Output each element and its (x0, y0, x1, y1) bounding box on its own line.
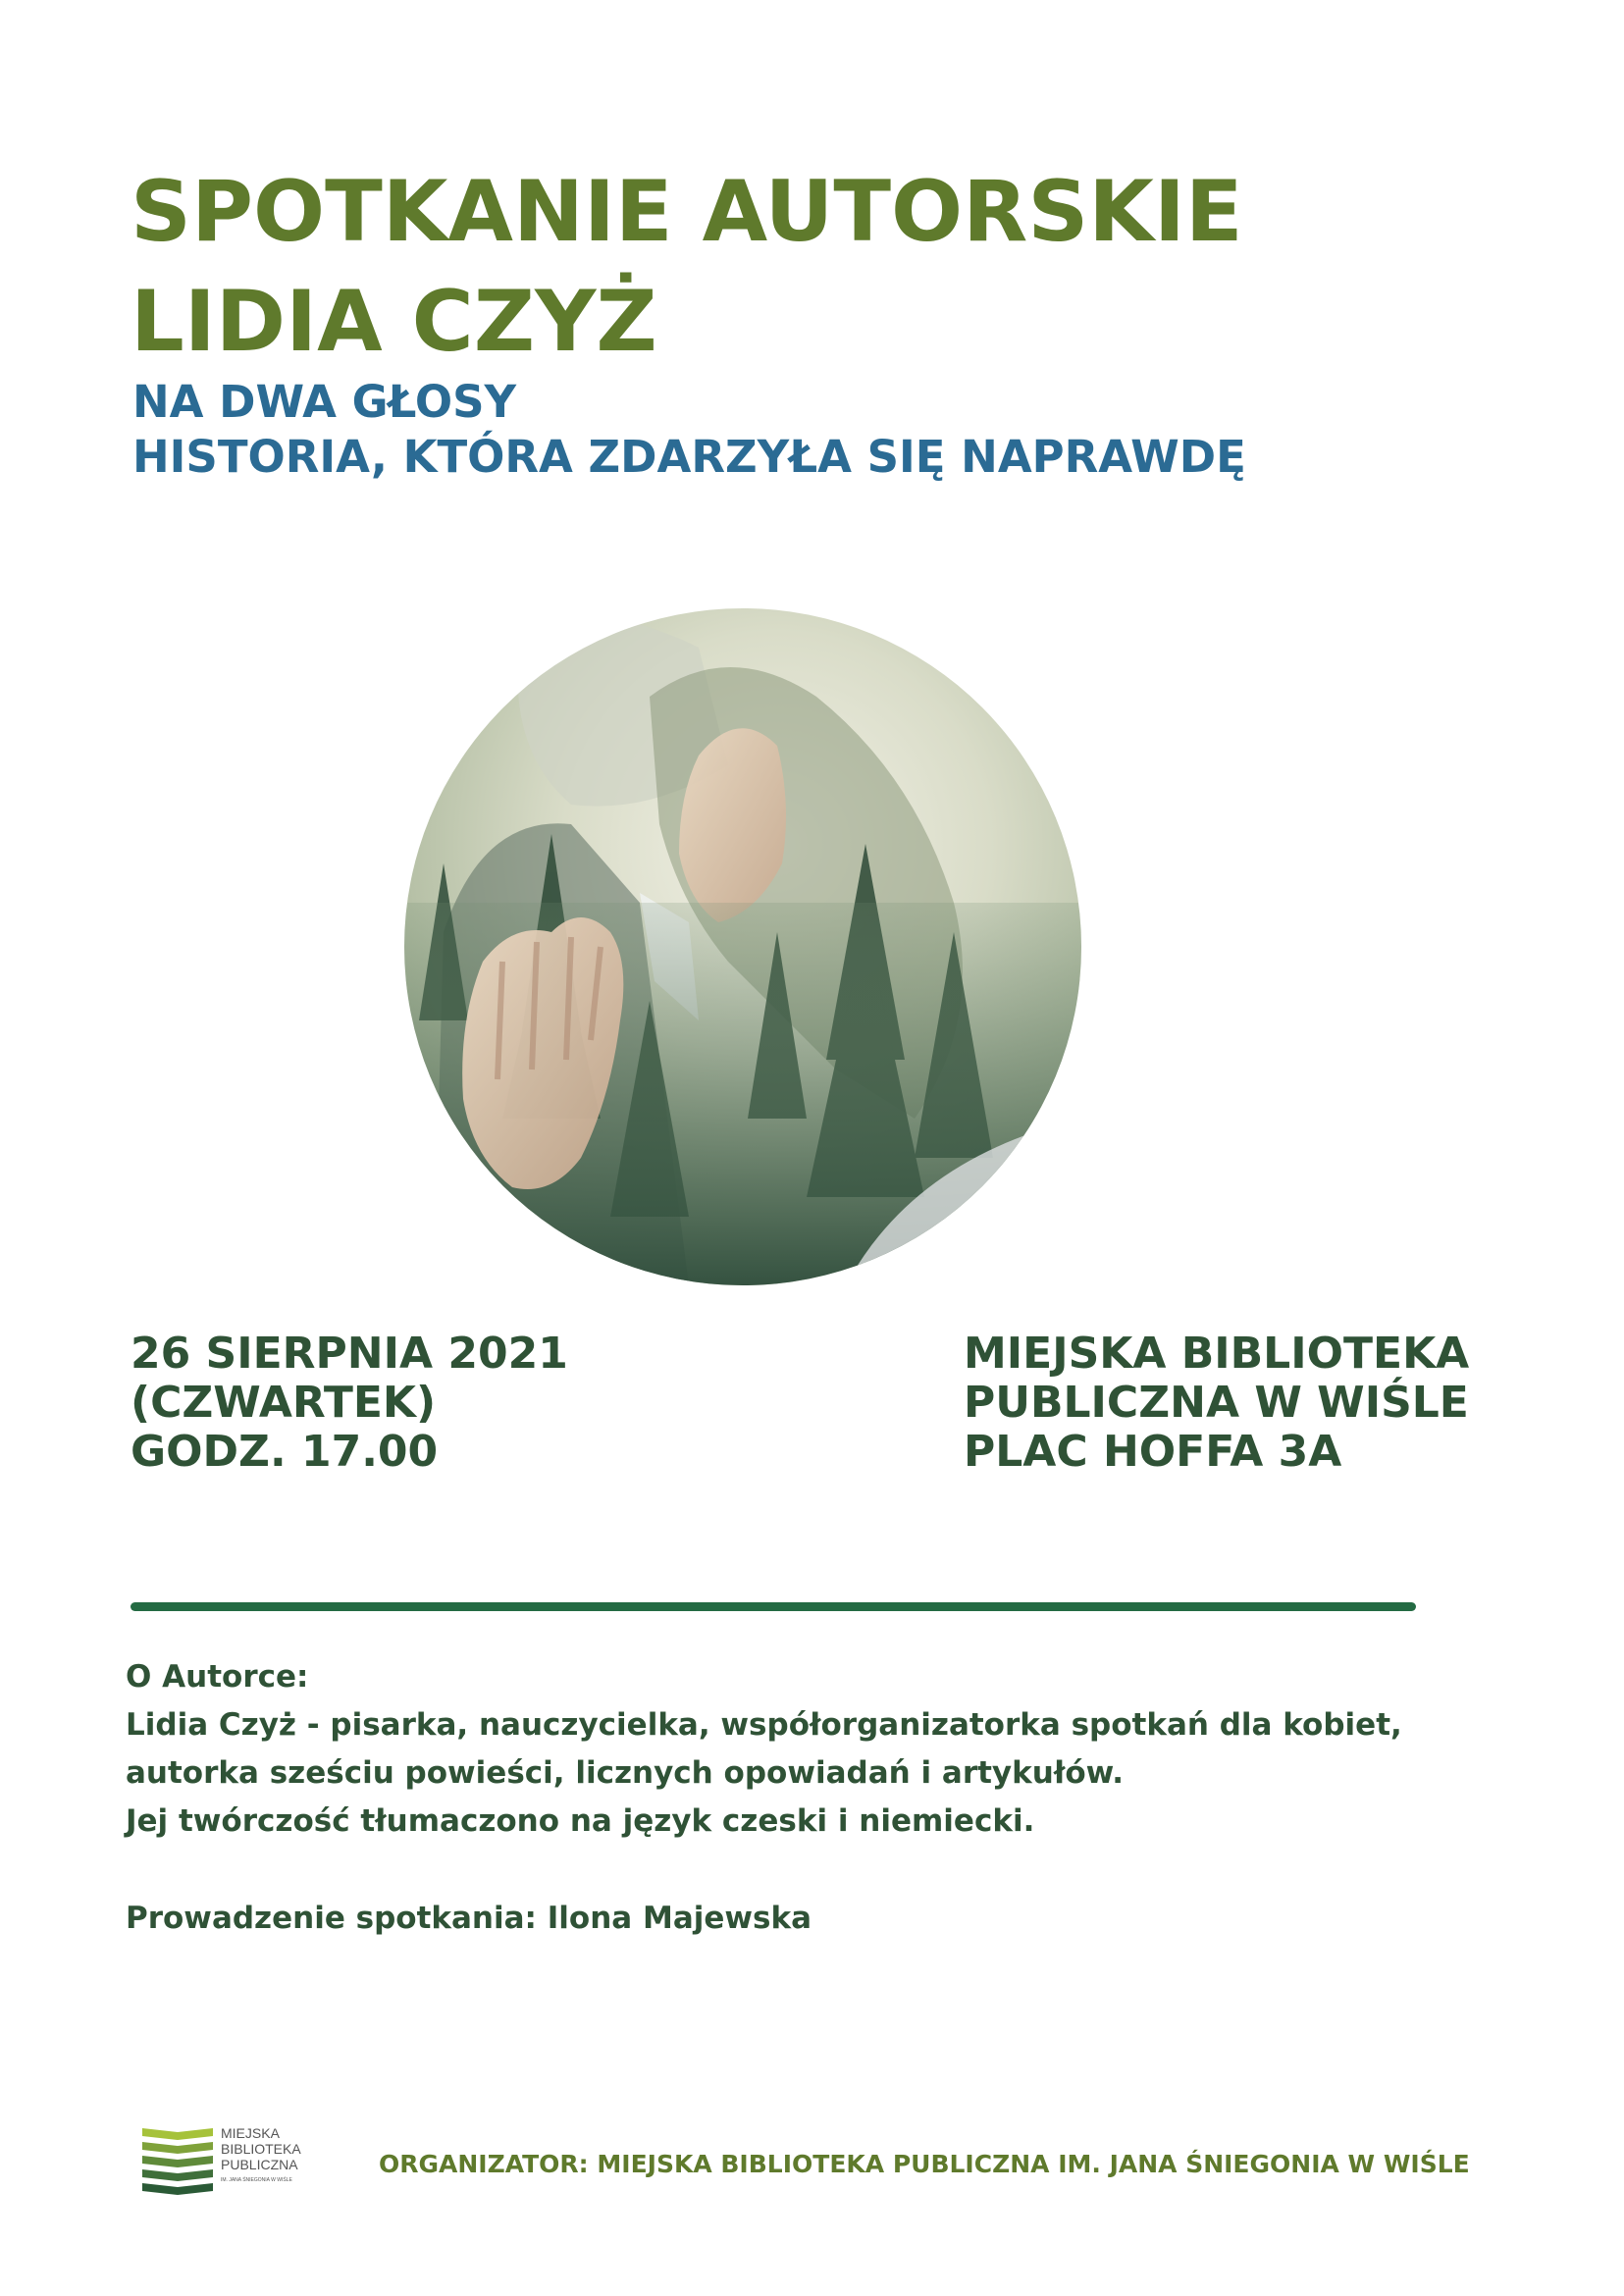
logo-text-line-1: MIEJSKA (221, 2125, 280, 2141)
organizer-text: ORGANIZATOR: MIEJSKA BIBLIOTEKA PUBLICZNA IM. JANA ŚNIEGONIA W WIŚLE (379, 2150, 1470, 2178)
logo-text-line-4: IM. JANA ŚNIEGONIA W WIŚLE (221, 2177, 292, 2183)
event-weekday: (CZWARTEK) (131, 1378, 437, 1428)
location-line-1: MIEJSKA BIBLIOTEKA (964, 1329, 1470, 1379)
library-logo (140, 2122, 317, 2201)
event-title (131, 157, 1243, 377)
event-host: Prowadzenie spotkania: Ilona Majewska (126, 1901, 812, 1936)
location-line-2: PUBLICZNA W WIŚLE (964, 1378, 1469, 1428)
event-time: GODZ. 17.00 (131, 1427, 439, 1477)
event-date-time (131, 1330, 568, 1477)
logo-text-line-2: BIBLIOTEKA (221, 2141, 301, 2157)
about-author (126, 1653, 1450, 1943)
event-date: 26 SIERPNIA 2021 (131, 1329, 568, 1379)
title-line-1: SPOTKANIE AUTORSKIE (131, 163, 1243, 261)
about-line-3: Jej twórczość tłumaczono na język czeski i niemiecki. (126, 1803, 1035, 1839)
stacked-books-logo-icon (140, 2122, 317, 2201)
subtitle-line-1: NA DWA GŁOSY (132, 376, 517, 428)
couple-forest-photo-icon (404, 608, 1081, 1285)
about-line-2: autorka sześciu powieści, licznych opowiadań i artykułów. (126, 1755, 1125, 1791)
logo-text-line-3: PUBLICZNA (221, 2157, 298, 2172)
event-subtitle (132, 375, 1246, 485)
about-line-1: Lidia Czyż - pisarka, nauczycielka, współorganizatorka spotkań dla kobiet, (126, 1707, 1402, 1743)
location-line-3: PLAC HOFFA 3A (964, 1427, 1342, 1477)
title-line-2: LIDIA CZYŻ (131, 273, 657, 371)
cover-photo (404, 608, 1081, 1285)
subtitle-line-2: HISTORIA, KTÓRA ZDARZYŁA SIĘ NAPRAWDĘ (132, 431, 1246, 483)
event-location (964, 1330, 1469, 1477)
section-divider (131, 1602, 1416, 1611)
about-heading: O Autorce: (126, 1659, 309, 1695)
